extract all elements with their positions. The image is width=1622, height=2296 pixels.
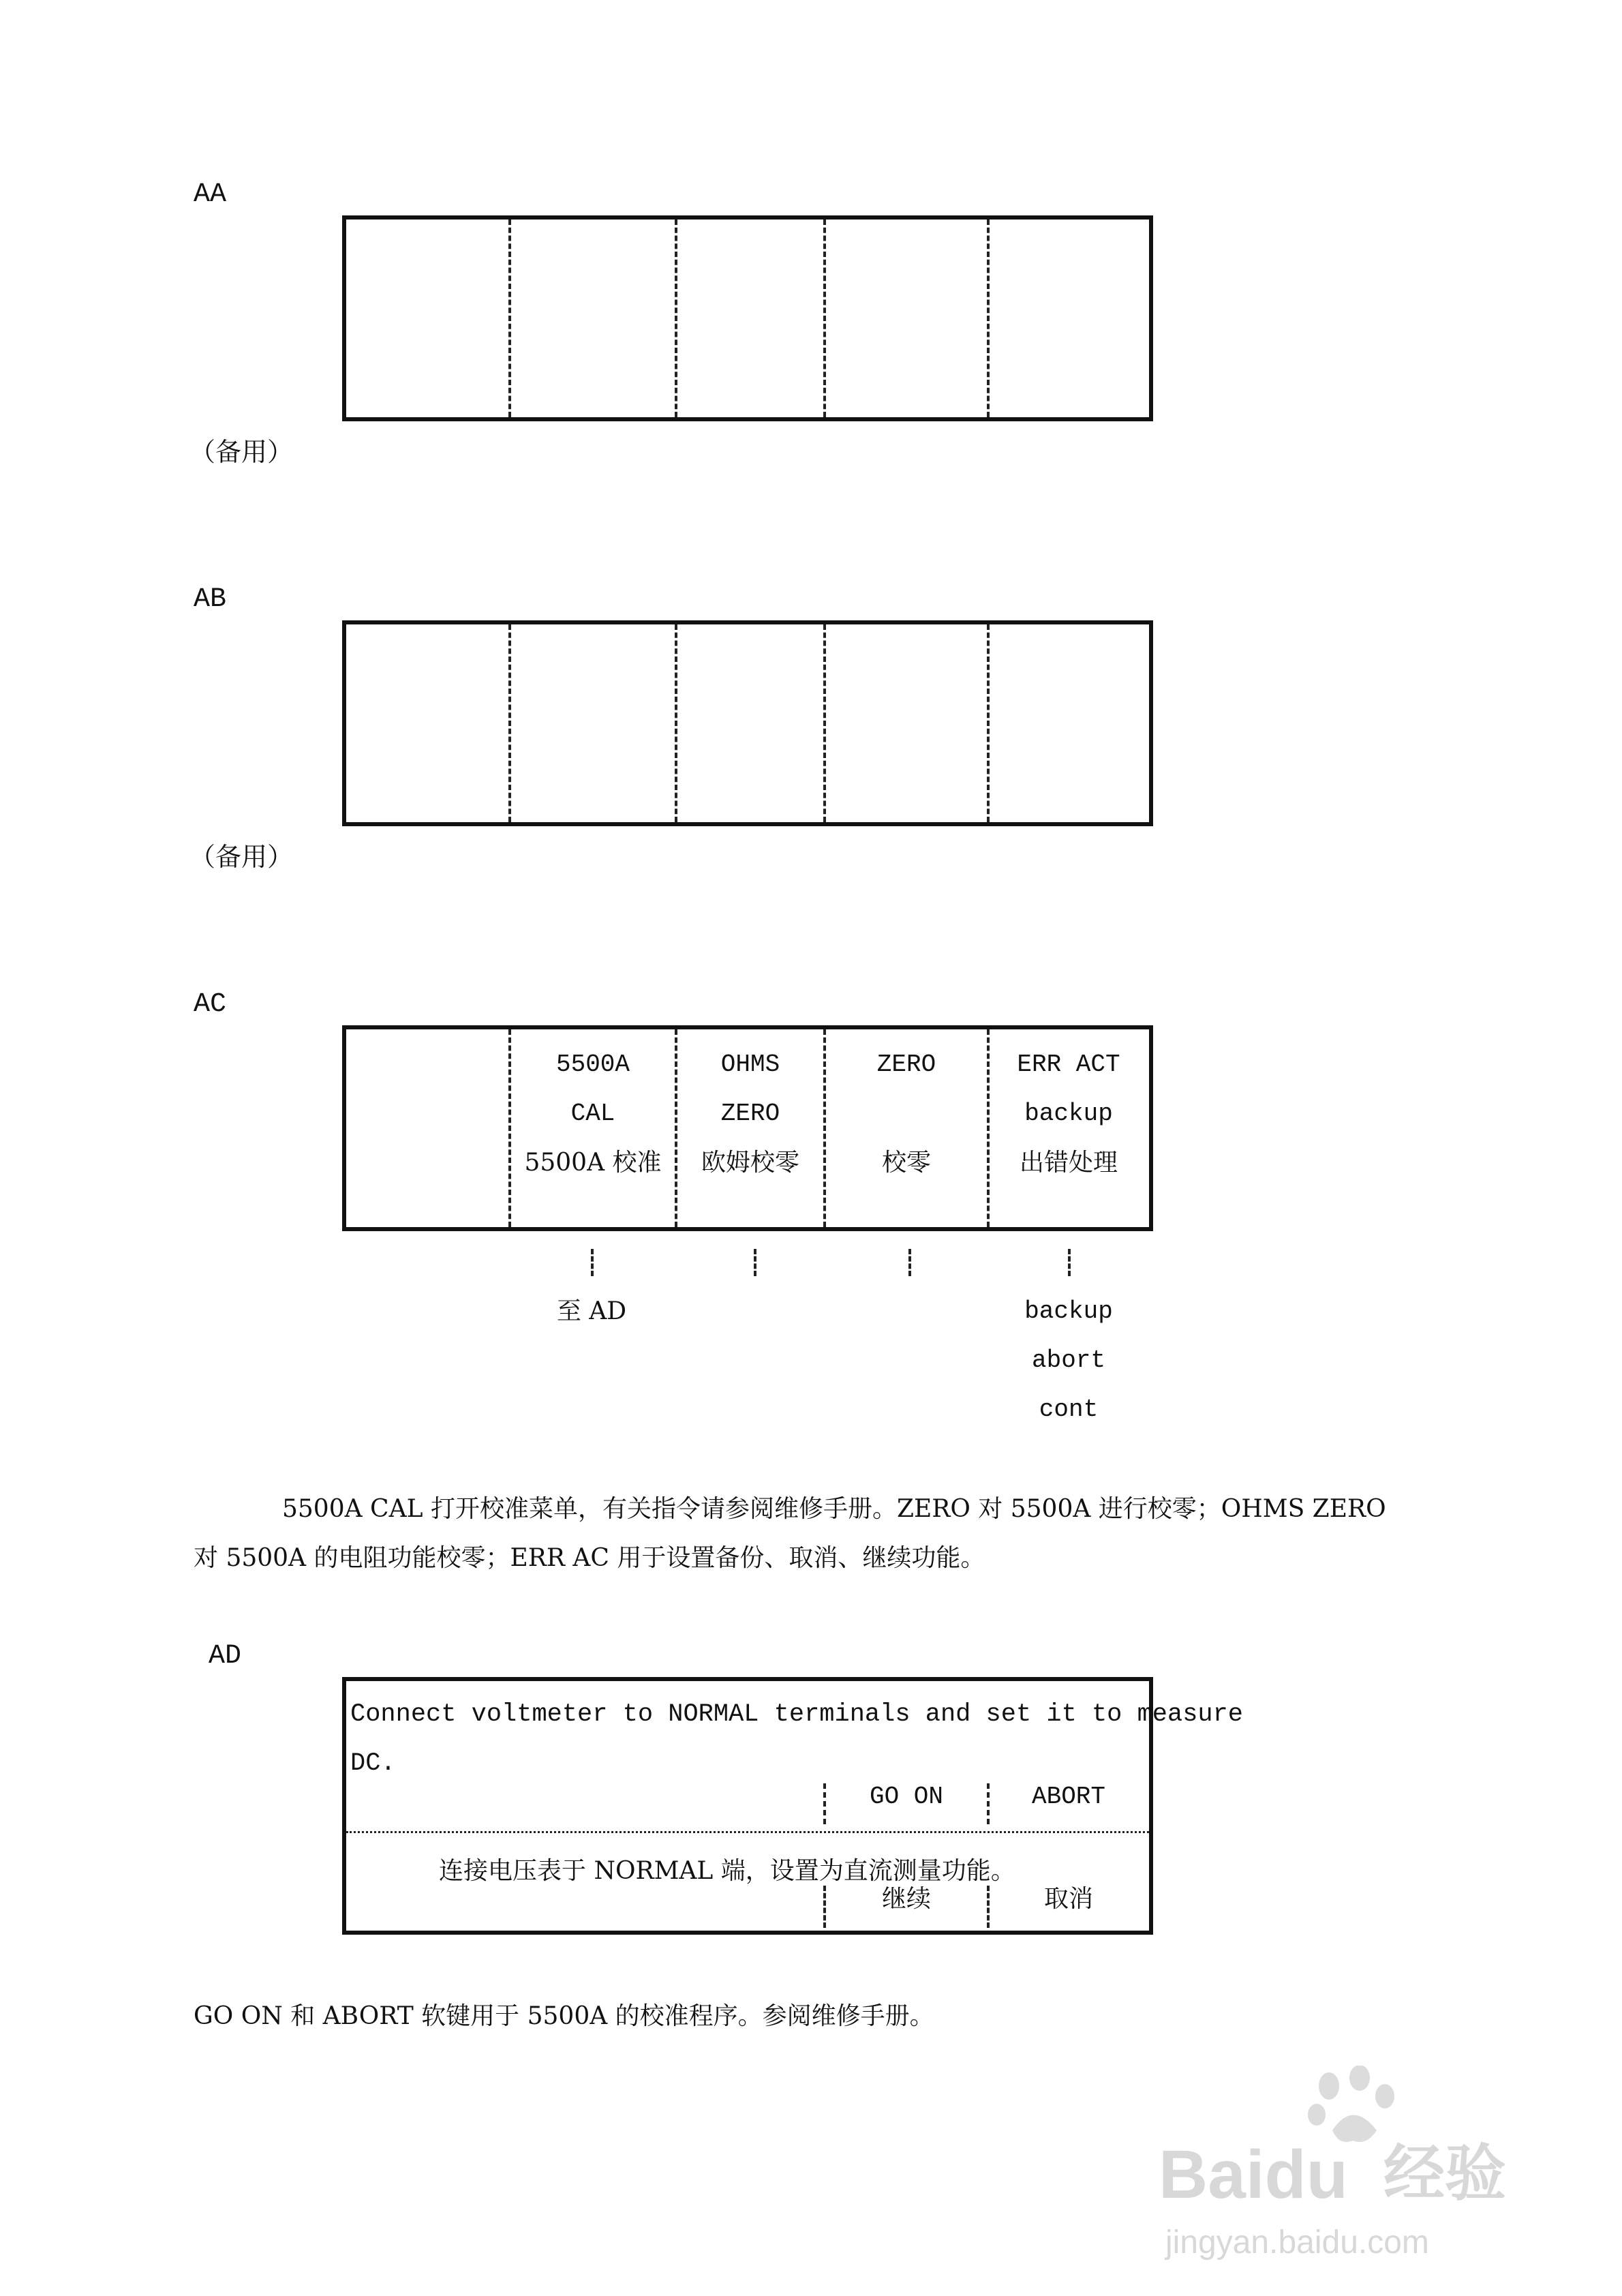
softkey-err-act[interactable]	[988, 1040, 1149, 1188]
connector-dash	[908, 1249, 911, 1276]
key-divider	[987, 624, 990, 822]
softkey-go-on[interactable]	[825, 1772, 988, 1822]
softkey-abort[interactable]	[988, 1772, 1149, 1822]
key-divider	[987, 220, 990, 417]
softkey-ohms-zero[interactable]	[676, 1040, 825, 1188]
softkey-bar-ac	[342, 1025, 1153, 1231]
softkey-label	[825, 1089, 988, 1138]
key-divider	[823, 220, 826, 417]
watermark-url: jingyan.baidu.com	[1165, 2224, 1429, 2261]
softkey-label: OHMS	[720, 1051, 780, 1078]
softkey-label: CAL	[570, 1100, 615, 1128]
softkey-label-cn: 继续	[881, 1885, 931, 1913]
submenu-label: 至 AD	[556, 1297, 627, 1325]
softkey-bar-aa	[342, 215, 1153, 421]
connector-dash	[591, 1249, 594, 1276]
softkey-label-cn: 取消	[1043, 1885, 1093, 1913]
prompt-message-en-line2: DC.	[350, 1749, 396, 1778]
softkey-abort-cn[interactable]	[988, 1875, 1149, 1924]
softkey-label: ZERO	[720, 1100, 780, 1128]
key-divider	[675, 624, 677, 822]
section-ab-note: （备用）	[189, 842, 294, 872]
ac-description-line1: 5500A CAL 打开校准菜单，有关指令请参阅维修手册。ZERO 对 5500A 进行校零；OHMS ZERO	[282, 1495, 1386, 1523]
section-ad-title: AD	[209, 1641, 242, 1672]
watermark-label: 经验	[1383, 2138, 1506, 2209]
key-divider	[508, 624, 511, 822]
softkey-label: ERR ACT	[1017, 1051, 1120, 1078]
section-aa-title: AA	[194, 179, 227, 210]
softkey-5500a-cal[interactable]	[510, 1040, 676, 1188]
submenu-err-options	[988, 1287, 1149, 1434]
paw-icon	[1302, 2066, 1404, 2147]
section-ab-title: AB	[194, 584, 227, 615]
softkey-label: GO ON	[869, 1783, 944, 1811]
watermark-brand: Bai	[1159, 2136, 1265, 2213]
prompt-message-cn: 连接电压表于 NORMAL 端，设置为直流测量功能。	[439, 1857, 1015, 1885]
ad-description: GO ON 和 ABORT 软键用于 5500A 的校准程序。参阅维修手册。	[194, 2002, 934, 2030]
connector-dash	[1068, 1249, 1071, 1276]
prompt-message-en: Connect voltmeter to NORMAL terminals and set it to measure	[350, 1700, 1244, 1729]
softkey-bar-ab	[342, 620, 1153, 826]
section-aa-note: （备用）	[189, 437, 294, 467]
section-ac-title: AC	[194, 989, 227, 1020]
softkey-label-cn: 出错处理	[1019, 1149, 1118, 1177]
submenu-to-ad	[510, 1287, 673, 1336]
softkey-label: ABORT	[1031, 1783, 1106, 1811]
prompt-panel-ad	[342, 1677, 1244, 1935]
key-divider	[823, 624, 826, 822]
watermark-brand-du: du	[1264, 2136, 1348, 2213]
baidu-watermark	[1159, 2066, 1540, 2270]
ac-description-line2: 对 5500A 的电阻功能校零；ERR AC 用于设置备份、取消、继续功能。	[194, 1544, 985, 1572]
softkey-label-cn: 校零	[881, 1149, 931, 1177]
submenu-option: abort	[1031, 1346, 1106, 1374]
softkey-label-cn: 欧姆校零	[701, 1149, 799, 1177]
connector-dash	[754, 1249, 756, 1276]
softkey-label-cn: 5500A 校准	[524, 1149, 662, 1177]
softkey-label: ZERO	[876, 1051, 936, 1078]
submenu-option: cont	[1039, 1395, 1099, 1423]
softkey-go-on-cn[interactable]	[825, 1875, 988, 1924]
submenu-option: backup	[1024, 1297, 1113, 1325]
panel-separator	[346, 1831, 1149, 1833]
softkey-zero[interactable]	[825, 1040, 988, 1188]
softkey-label: 5500A	[555, 1051, 630, 1078]
softkey-label: backup	[1024, 1100, 1113, 1128]
key-divider	[675, 220, 677, 417]
key-divider	[508, 220, 511, 417]
